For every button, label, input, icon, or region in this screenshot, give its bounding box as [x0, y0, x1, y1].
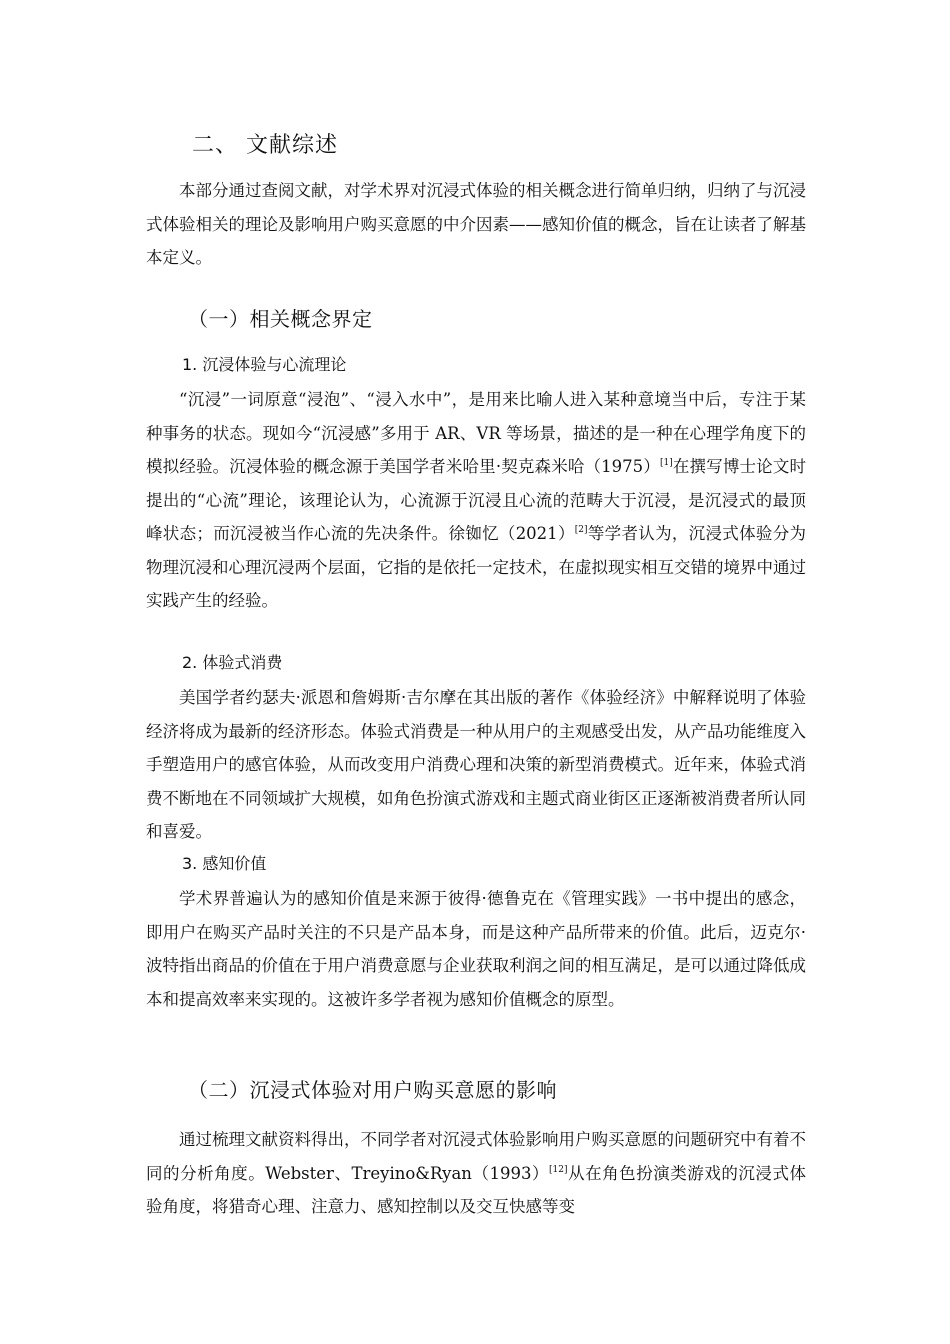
citation-ref: [2] — [574, 525, 588, 535]
paragraph-text: 通过梳理文献资料得出，不同学者对沉浸式体验影响用户购买意愿的问题研究中有着不同的分析角度。Webster、Treyino&Ryan（1993） — [146, 1130, 806, 1183]
intro-paragraph: 本部分通过查阅文献，对学术界对沉浸式体验的相关概念进行简单归纳，归纳了与沉浸式体验相关的理论及影响用户购买意愿的中介因素——感知价值的概念，旨在让读者了解基本定义。 — [146, 181, 806, 267]
paragraph-text: 在撰写博士论文时提出的“心流”理论，该理论认为，心流源于沉浸且心流的范畴大于沉浸，是沉浸式的最顶峰状态；而沉浸被当作心流的先决条件。徐铷忆（2021） — [146, 457, 806, 543]
heading-experiential-consumption: 2. 体验式消费 — [182, 653, 283, 672]
paragraph-purchase-intention — [146, 1123, 806, 1224]
citation-ref: [1] — [659, 458, 673, 468]
heading-flow-theory: 1. 沉浸体验与心流理论 — [182, 355, 347, 374]
paragraph-experiential-consumption: 美国学者约瑟夫·派恩和詹姆斯·吉尔摩在其出版的著作《体验经济》中解释说明了体验经济将成为最新的经济形态。体验式消费是一种从用户的主观感受出发，从产品功能维度入手塑造用户的感官体验，从而改变用户消费心理和决策的新型消费模式。近年来，体验式消费不断地在不同领域扩大规模，如角色扮演式游戏和主题式商业街区正逐渐被消费者所认同和喜爱。 — [146, 688, 806, 841]
section-title: 二、 文献综述 — [192, 133, 338, 158]
citation-ref: [12] — [549, 1164, 568, 1175]
paragraph-flow-theory — [146, 383, 806, 618]
paragraph-text: “沉浸”一词原意“浸泡”、“浸入水中”，是用来比喻人进入某种意境当中后，专注于某种事务的状态。现如今“沉浸感”多用于 AR、VR 等场景，描述的是一种在心理学角度下的模拟经验。沉浸体验的概念源于美国学者米哈里·契克森米哈（1975） — [146, 390, 806, 476]
heading-perceived-value: 3. 感知价值 — [182, 854, 267, 873]
paragraph-text: 等学者认为，沉浸式体验分为物理沉浸和心理沉浸两个层面，它指的是依托一定技术，在虚拟现实相互交错的境界中通过实践产生的经验。 — [146, 524, 806, 610]
subsection-title-1: （一）相关概念界定 — [188, 307, 373, 331]
paragraph-text: 从在角色扮演类游戏的沉浸式体验角度，将猎奇心理、注意力、感知控制以及交互快感等变 — [146, 1163, 807, 1216]
paragraph-perceived-value: 学术界普遍认为的感知价值是来源于彼得·德鲁克在《管理实践》一书中提出的感念，即用户在购买产品时关注的不只是产品本身，而是这种产品所带来的价值。此后，迈克尔·波特指出商品的价值在于用户消费意愿与企业获取利润之间的相互满足，是可以通过降低成本和提高效率来实现的。这被许多学者视为感知价值概念的原型。 — [146, 889, 806, 1009]
subsection-title-2: （二）沉浸式体验对用户购买意愿的影响 — [188, 1078, 557, 1102]
